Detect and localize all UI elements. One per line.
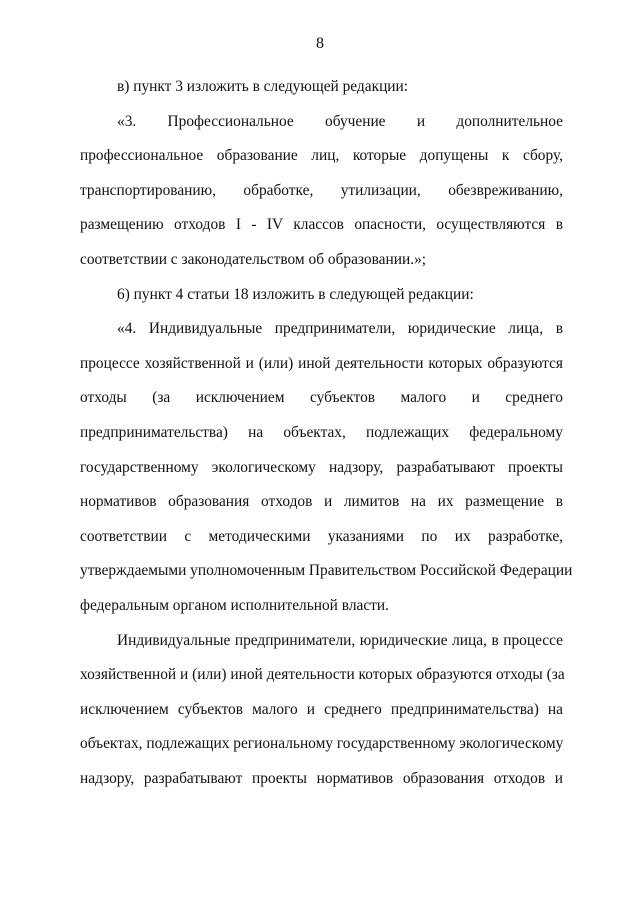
text-line: надзору, разрабатывают проекты нормативов образования отходов и xyxy=(80,769,563,787)
text-line: государственному экологическому надзору, разрабатывают проекты xyxy=(80,458,563,476)
text-line: «4. Индивидуальные предприниматели, юридические лица, в xyxy=(117,320,563,338)
paragraph-regional xyxy=(80,624,563,797)
text-line: нормативов образования отходов и лимитов на их размещение в xyxy=(80,493,563,511)
text-line: транспортированию, обработке, утилизации, обезвреживанию, xyxy=(80,181,563,199)
text-line: предпринимательства) на объектах, подлежащих федеральному xyxy=(80,423,563,441)
paragraph-point-3 xyxy=(80,105,563,278)
text-line: соответствии с законодательством об образовании.»; xyxy=(80,250,427,268)
text-line: федеральным органом исполнительной власти. xyxy=(80,596,389,614)
text-line: хозяйственной и (или) иной деятельности которых образуются отходы (за xyxy=(80,666,565,684)
text-line: объектах, подлежащих региональному государственному экологическому xyxy=(80,735,564,753)
text-line: отходы (за исключением субъектов малого и среднего xyxy=(80,389,563,407)
paragraph-item-6 xyxy=(80,278,563,313)
text-line: размещению отходов I - IV классов опасности, осуществляются в xyxy=(80,216,563,234)
text-line: соответствии с методическими указаниями по их разработке, xyxy=(80,527,563,545)
text-line: исключением субъектов малого и среднего предпринимательства) на xyxy=(80,700,563,718)
page-number: 8 xyxy=(316,35,324,52)
text-line: профессиональное образование лиц, которые допущены к сбору, xyxy=(80,147,563,165)
text-line: в) пункт 3 изложить в следующей редакции: xyxy=(117,78,409,95)
document-body xyxy=(80,70,573,796)
text-line: процессе хозяйственной и (или) иной деятельности которых образуются xyxy=(80,354,563,372)
text-line: утверждаемыми уполномоченным Правительством Российской Федерации xyxy=(80,562,573,580)
text-line: Индивидуальные предприниматели, юридические лица, в процессе xyxy=(117,631,563,649)
text-line: «3. Профессиональное обучение и дополнительное xyxy=(117,112,563,130)
paragraph-item-v xyxy=(80,70,563,105)
text-line: 6) пункт 4 статьи 18 изложить в следующей редакции: xyxy=(117,285,474,303)
paragraph-point-4 xyxy=(80,312,573,623)
